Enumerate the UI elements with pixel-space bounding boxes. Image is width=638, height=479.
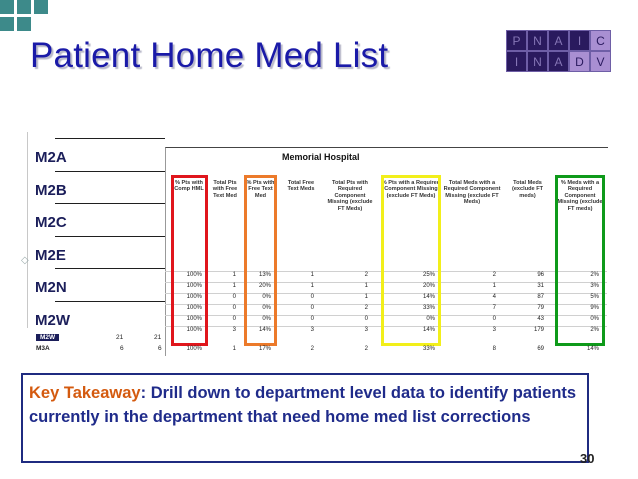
table-cell: 100% — [186, 346, 202, 352]
table-cell: 0 — [492, 316, 496, 322]
table-cell: 69 — [537, 346, 544, 352]
unit-label: M2C — [35, 214, 67, 231]
table-cell: 2 — [364, 272, 368, 278]
table-cell: 14% — [422, 294, 435, 300]
table-cell: 2 — [364, 346, 368, 352]
divider — [55, 171, 165, 172]
unit-label: M2A — [35, 149, 67, 166]
table-cell: 33% — [422, 346, 435, 352]
table-cell: 9% — [590, 305, 599, 311]
decor-square — [34, 0, 48, 14]
table-cell: 0% — [262, 294, 271, 300]
row-unit: M3A — [36, 345, 50, 352]
badge-letter: N — [527, 51, 548, 72]
table-cell: 31 — [537, 283, 544, 289]
takeaway-text — [29, 381, 584, 429]
divider — [55, 203, 165, 204]
takeaway-label: Key Takeaway — [29, 384, 141, 402]
takeaway-body: : Drill down to department level data to identify patients currently in the department that need home med list corrections — [29, 384, 577, 426]
table-cell: 3 — [364, 327, 368, 333]
table-cell: 0 — [232, 294, 236, 300]
green-highlight-box — [555, 175, 605, 346]
table-cell: 4 — [492, 294, 496, 300]
table-cell: 3 — [310, 327, 314, 333]
page-title: Patient Home Med List — [30, 36, 389, 75]
red-highlight-box — [171, 175, 208, 346]
table-cell: 100% — [186, 272, 202, 278]
table-cell: 14% — [258, 327, 271, 333]
table-cell: 3% — [590, 283, 599, 289]
table-cell: 0% — [590, 316, 599, 322]
divider — [55, 138, 165, 139]
page-number: 30 — [580, 451, 595, 466]
table-cell: 1 — [492, 283, 496, 289]
orange-highlight-box — [244, 175, 277, 346]
table-cell: 2% — [590, 272, 599, 278]
table-cell: 1 — [310, 272, 314, 278]
table-cell: 20% — [422, 283, 435, 289]
row-value: 6 — [120, 345, 124, 352]
badge-letter: C — [590, 30, 611, 51]
column-header: Total Meds with a Required Component Missing (exclude FT Meds) — [443, 180, 501, 206]
decor-square — [17, 17, 31, 31]
table-cell: 0 — [364, 316, 368, 322]
column-header: % Meds with a Required Component Missing (exclude FT meds) — [557, 180, 603, 212]
table-cell: 96 — [537, 272, 544, 278]
unit-label: M2N — [35, 279, 67, 296]
connector-dot: ◇ — [21, 255, 29, 266]
table-cell: 100% — [186, 294, 202, 300]
decor-square — [0, 0, 14, 14]
column-header: Total Free Text Meds — [287, 180, 315, 193]
divider — [55, 268, 165, 269]
table-cell: 2 — [364, 305, 368, 311]
row-value: 21 — [154, 334, 162, 341]
table-cell: 7 — [492, 305, 496, 311]
badge-letter: I — [569, 30, 590, 51]
table-cell: 13% — [258, 272, 271, 278]
column-header: % Pts with Comp HML — [174, 180, 204, 193]
badge-letter: D — [569, 51, 590, 72]
table-cell: 1 — [232, 346, 236, 352]
yellow-highlight-box — [381, 175, 441, 346]
table-cell: 100% — [186, 327, 202, 333]
badge-letter: P — [506, 30, 527, 51]
table-cell: 2 — [492, 272, 496, 278]
table-cell: 179 — [533, 327, 544, 333]
badge-letter: V — [590, 51, 611, 72]
takeaway-box — [21, 373, 589, 463]
unit-label: M2E — [35, 246, 66, 264]
table-cell: 5% — [590, 294, 599, 300]
column-header: % Pts with a Required Component Missing (exclude FT Meds) — [381, 180, 441, 199]
table-cell: 100% — [186, 305, 202, 311]
table-cell: 0 — [232, 305, 236, 311]
table-cell: 14% — [422, 327, 435, 333]
logo-badge — [506, 30, 634, 72]
column-header: Total Pts with Free Text Med — [212, 180, 238, 199]
table-row — [36, 334, 606, 344]
table-cell: 1 — [232, 283, 236, 289]
column-header: % Pts with Free Text Med — [246, 180, 275, 199]
table-cell: 43 — [537, 316, 544, 322]
badge-letter: N — [527, 30, 548, 51]
table-cell: 1 — [364, 283, 368, 289]
column-header: Total Meds (exclude FT meds) — [511, 180, 544, 199]
table-cell: 25% — [422, 272, 435, 278]
badge-letter: I — [506, 51, 527, 72]
table-cell: 1 — [310, 283, 314, 289]
unit-label: M2W — [35, 311, 70, 329]
hospital-name: Memorial Hospital — [282, 152, 360, 162]
table-cell: 3 — [492, 327, 496, 333]
decor-square — [0, 17, 14, 31]
table-cell: 0% — [426, 316, 435, 322]
table-cell: 0 — [310, 305, 314, 311]
table-cell: 0 — [310, 316, 314, 322]
table-cell: 0 — [232, 316, 236, 322]
table-cell: 3 — [232, 327, 236, 333]
table-cell: 20% — [258, 283, 271, 289]
decor-square — [17, 0, 31, 14]
table-cell: 8 — [492, 346, 496, 352]
table-cell: 0 — [310, 294, 314, 300]
badge-letter: A — [548, 30, 569, 51]
table-cell: 33% — [422, 305, 435, 311]
row-value: 21 — [116, 334, 124, 341]
unit-label: M2B — [35, 181, 67, 199]
table-cell: 1 — [364, 294, 368, 300]
row-value: 6 — [158, 345, 162, 352]
divider — [55, 301, 165, 302]
badge-letter: A — [548, 51, 569, 72]
column-header: Total Pts with Required Component Missing (exclude FT Meds) — [327, 180, 373, 212]
table-cell: 100% — [186, 283, 202, 289]
divider — [55, 236, 165, 237]
table-cell: 17% — [258, 346, 271, 352]
table-cell: 0% — [262, 316, 271, 322]
row-unit: M2W — [36, 334, 59, 341]
table-cell: 87 — [537, 294, 544, 300]
table-cell: 0% — [262, 305, 271, 311]
table-cell: 79 — [537, 305, 544, 311]
table-cell: 1 — [232, 272, 236, 278]
table-cell: 2% — [590, 327, 599, 333]
table-cell: 2 — [310, 346, 314, 352]
table-cell: 100% — [186, 316, 202, 322]
table-cell: 14% — [586, 346, 599, 352]
